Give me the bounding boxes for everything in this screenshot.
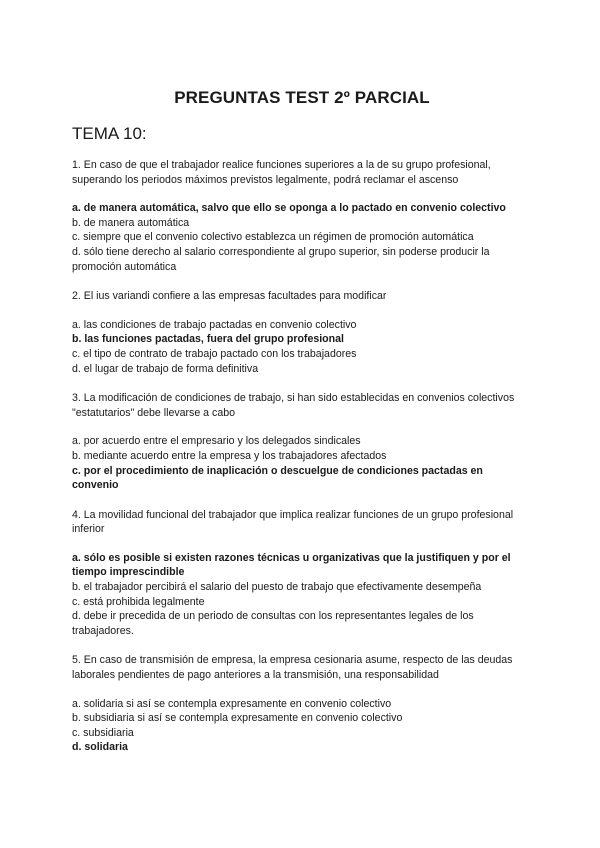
question-2-option-b-correct: b. las funciones pactadas, fuera del grupo profesional — [72, 333, 344, 346]
question-4-option-a-correct: a. sólo es posible si existen razones técnicas u organizativas que la justifiquen y por el tiempo imprescindible — [72, 551, 511, 579]
question-5-option-b: b. subsidiaria si así se contempla expresamente en convenio colectivo — [72, 712, 403, 725]
question-3-option-a: a. por acuerdo entre el empresario y los delegados sindicales — [72, 435, 361, 448]
question-1-option-a-correct: a. de manera automática, salvo que ello se oponga a lo pactado en convenio colectivo — [72, 202, 506, 215]
question-5-option-d-correct: d. solidaria — [72, 741, 128, 754]
document-title: PREGUNTAS TEST 2º PARCIAL — [174, 88, 430, 107]
question-2-option-d: d. el lugar de trabajo de forma definitiva — [72, 362, 259, 375]
question-3-option-b: b. mediante acuerdo entre la empresa y los trabajadores afectados — [72, 449, 387, 462]
question-5-text: 5. En caso de transmisión de empresa, la empresa cesionaria asume, respecto de las deudas laborales pendientes de pago anteriores a la transmisión, una responsabilidad — [72, 654, 513, 682]
question-1-option-b: b. de manera automática — [72, 216, 190, 229]
question-2-options — [72, 318, 532, 376]
question-3-options — [72, 434, 532, 492]
question-2-option-a: a. las condiciones de trabajo pactadas en convenio colectivo — [72, 318, 357, 331]
question-5-options — [72, 697, 532, 755]
question-4-options — [72, 551, 532, 639]
question-1-option-c: c. siempre que el convenio colectivo establezca un régimen de promoción automática — [72, 231, 474, 244]
question-4-option-d: d. debe ir precedida de un periodo de consultas con los representantes legales de los trabajadores. — [72, 610, 474, 637]
question-5-option-a: a. solidaria si así se contempla expresamente en convenio colectivo — [72, 697, 392, 710]
question-1-option-d: d. sólo tiene derecho al salario correspondiente al grupo superior, sin poderse producir la promoción automática — [72, 245, 490, 273]
question-list — [72, 158, 532, 770]
question-3-option-c-correct: c. por el procedimiento de inaplicación o descuelgue de condiciones pactadas en convenio — [72, 464, 483, 492]
question-1-text: 1. En caso de que el trabajador realice funciones superiores a la de su grupo profesional, superando los periodos máximos previstos legalmente, podrá reclamar el ascenso — [72, 159, 491, 186]
question-5-option-c: c. subsidiaria — [72, 726, 134, 739]
question-2-text: 2. El ius variandi confiere a las empresas facultades para modificar — [72, 290, 387, 303]
question-2-option-c: c. el tipo de contrato de trabajo pactado con los trabajadores — [72, 347, 357, 360]
question-1-options — [72, 201, 532, 274]
question-4-text: 4. La movilidad funcional del trabajador que implica realizar funciones de un grupo profesional inferior — [72, 508, 514, 536]
question-3-text: 3. La modificación de condiciones de trabajo, si han sido establecidas en convenios colectivos "estatutarios" debe llevarse a cabo — [72, 392, 515, 419]
section-heading: TEMA 10: — [72, 124, 147, 143]
question-4-option-b: b. el trabajador percibirá el salario del puesto de trabajo que efectivamente desempeña — [72, 581, 482, 594]
question-4-option-c: c. está prohibida legalmente — [72, 595, 205, 608]
